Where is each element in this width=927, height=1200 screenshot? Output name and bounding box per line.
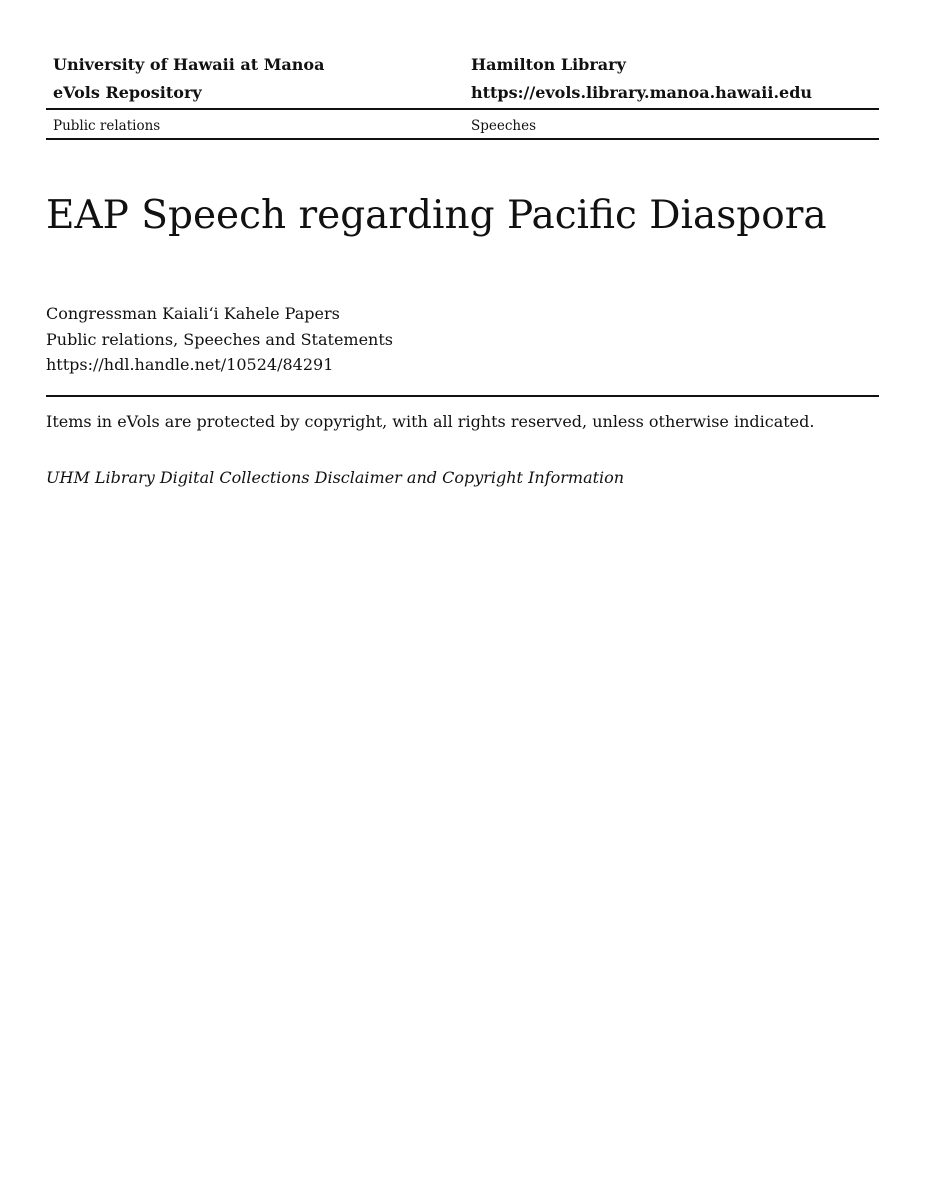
institution-name: University of Hawaii at Manoa <box>53 55 325 74</box>
header-row-2 <box>46 83 879 110</box>
library-name: Hamilton Library <box>471 55 626 74</box>
category-right: Speeches <box>471 118 537 134</box>
divider <box>46 395 879 397</box>
header-table <box>46 52 879 140</box>
document-title: EAP Speech regarding Pacific Diaspora <box>46 193 827 238</box>
series-name: Public relations, Speeches and Statements <box>46 329 393 349</box>
disclaimer-link[interactable]: UHM Library Digital Collections Disclaimer and Copyright Information <box>46 468 625 487</box>
collection-name: Congressman Kaiali‘i Kahele Papers <box>46 304 340 323</box>
repository-name: eVols Repository <box>53 83 202 102</box>
header-row-1 <box>46 52 879 83</box>
header-row-3 <box>46 110 879 140</box>
repository-url[interactable]: https://evols.library.manoa.hawaii.edu <box>471 83 813 102</box>
category-left: Public relations <box>53 118 161 134</box>
handle-link[interactable]: https://hdl.handle.net/10524/84291 <box>46 355 334 375</box>
rights-statement: Items in eVols are protected by copyright, with all rights reserved, unless otherwise indicated. <box>46 412 815 431</box>
document-metadata <box>46 301 393 378</box>
